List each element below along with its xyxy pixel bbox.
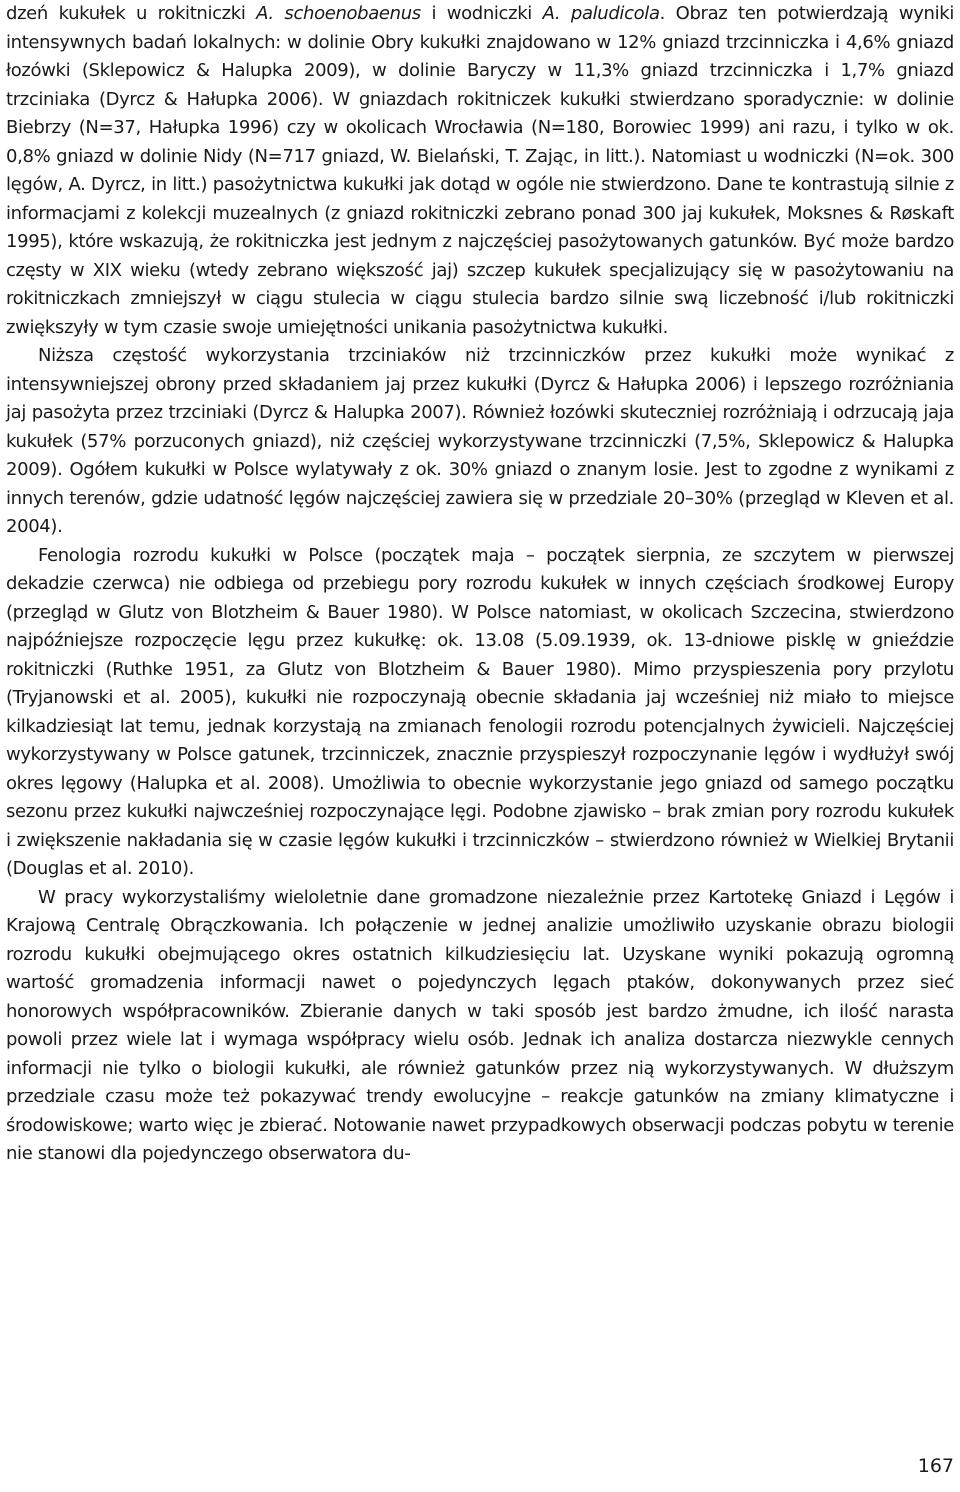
article-body xyxy=(6,0,954,1169)
species-name-italic: A. paludicola xyxy=(542,3,660,24)
paragraph-4 xyxy=(6,884,954,1169)
text-run: . Obraz ten potwierdzają wyniki intensywnych badań lokalnych: w dolinie Obry kukułki znajdowano w 12% gniazd trzcinniczka i 4,6% gniazd łozówki (Sklepowicz & Halupka 2009), w dolinie Baryczy w 11,3% gniazd trzcinniczka i 1,7% gniazd trzciniaka (Dyrcz & Hałupka 2006). W gniazdach rokitniczek kukułki stwierdzano sporadycznie: w dolinie Biebrzy (N=37, Hałupka 1996) czy w okolicach Wrocławia (N=180, Borowiec 1999) ani razu, i tylko w ok. 0,8% gniazd w dolinie Nidy (N=717 gniazd, W. Bielański, T. Zając, in litt.). Natomiast u wodniczki (N=ok. 300 lęgów, A. Dyrcz, in litt.) pasożytnictwa kukułki jak dotąd w ogóle nie stwierdzono. Dane te kontrastują silnie z informacjami z kolekcji muzealnych (z gniazd rokitniczki zebrano ponad 300 jaj kukułek, Moksnes & Røskaft 1995), które wskazują, że rokitniczka jest jednym z najczęściej pasożytowanych gatunków. Być może bardzo częsty w XIX wieku (wtedy zebrano większość jaj) szczep kukułek specjalizujący się w pasożytowaniu na rokitniczkach zmniejszył w ciągu stulecia w ciągu stulecia bardzo silnie swą liczebność i/lub rokitniczki zwiększyły w tym czasie swoje umiejętności unikania pasożytnictwa kukułki. xyxy=(6,3,954,338)
species-name-italic: A. schoenobaenus xyxy=(256,3,421,24)
text-run: dzeń kukułek u rokitniczki xyxy=(6,3,257,24)
paragraph-3 xyxy=(6,542,954,884)
text-run: Niższa częstość wykorzystania trzciniaków niż trzcinniczków przez kukułki może wynikać z intensywniejszej obrony przed składaniem jaj przez kukułki (Dyrcz & Hałupka 2006) i lepszego rozróżniania jaj pasożyta przez trzciniaki (Dyrcz & Halupka 2007). Również łozówki skuteczniej rozróżniają i odrzucają jaja kukułek (57% porzuconych gniazd), niż częściej wykorzystywane trzcinniczki (7,5%, Sklepowicz & Halupka 2009). Ogółem kukułki w Polsce wylatywały z ok. 30% gniazd o znanym losie. Jest to zgodne z wynikami z innych terenów, gdzie udatność lęgów najczęściej zawiera się w przedziale 20–30% (przegląd w Kleven et al. 2004). xyxy=(6,345,954,537)
paragraph-1 xyxy=(6,0,954,342)
page-number: 167 xyxy=(917,1455,954,1477)
text-run: Fenologia rozrodu kukułki w Polsce (początek maja – początek sierpnia, ze szczytem w pierwszej dekadzie czerwca) nie odbiega od przebiegu pory rozrodu kukułek w innych częściach środkowej Europy (przegląd w Glutz von Blotzheim & Bauer 1980). W Polsce natomiast, w okolicach Szczecina, stwierdzono najpóźniejsze rozpoczęcie lęgu przez kukułkę: ok. 13.08 (5.09.1939, ok. 13-dniowe pisklę w gnieździe rokitniczki (Ruthke 1951, za Glutz von Blotzheim & Bauer 1980). Mimo przyspieszenia pory przylotu (Tryjanowski et al. 2005), kukułki nie rozpoczynają obecnie składania jaj wcześniej niż miało to miejsce kilkadziesiąt lat temu, jednak korzystają na zmianach fenologii rozrodu potencjalnych żywicieli. Najczęściej wykorzystywany w Polsce gatunek, trzcinniczek, znacznie przyspieszył rozpoczynanie lęgów i wydłużył swój okres lęgowy (Halupka et al. 2008). Umożliwia to obecnie wykorzystanie jego gniazd od samego początku sezonu przez kukułki najwcześniej rozpoczynające lęgi. Podobne zjawisko – brak zmian pory rozrodu kukułek i zwiększenie nakładania się w czasie lęgów kukułki i trzcinniczków – stwierdzono również w Wielkiej Brytanii (Douglas et al. 2010). xyxy=(6,544,954,879)
text-run: W pracy wykorzystaliśmy wieloletnie dane gromadzone niezależnie przez Kartotekę Gniazd i Lęgów i Krajową Centralę Obrączkowania. Ich połączenie w jednej analizie umożliwiło uzyskanie obrazu biologii rozrodu kukułki obejmującego okres ostatnich kilkudziesięciu lat. Uzyskane wyniki pokazują ogromną wartość gromadzenia informacji nawet o pojedynczych lęgach ptaków, dokonywanych przez sieć honorowych współpracowników. Zbieranie danych w taki sposób jest bardzo żmudne, ich ilość narasta powoli przez wiele lat i wymaga współpracy wielu osób. Jednak ich analiza dostarcza niezwykle cennych informacji nie tylko o biologii kukułki, ale również gatunków przez nią wykorzystywanych. W dłuższym przedziale czasu może też pokazywać trendy ewolucyjne – reakcje gatunków na zmiany klimatyczne i środowiskowe; warto więc je zbierać. Notowanie nawet przypadkowych obserwacji podczas pobytu w terenie nie stanowi dla pojedynczego obserwatora du- xyxy=(6,886,954,1164)
paragraph-2 xyxy=(6,342,954,542)
text-run: i wodniczki xyxy=(420,3,543,24)
